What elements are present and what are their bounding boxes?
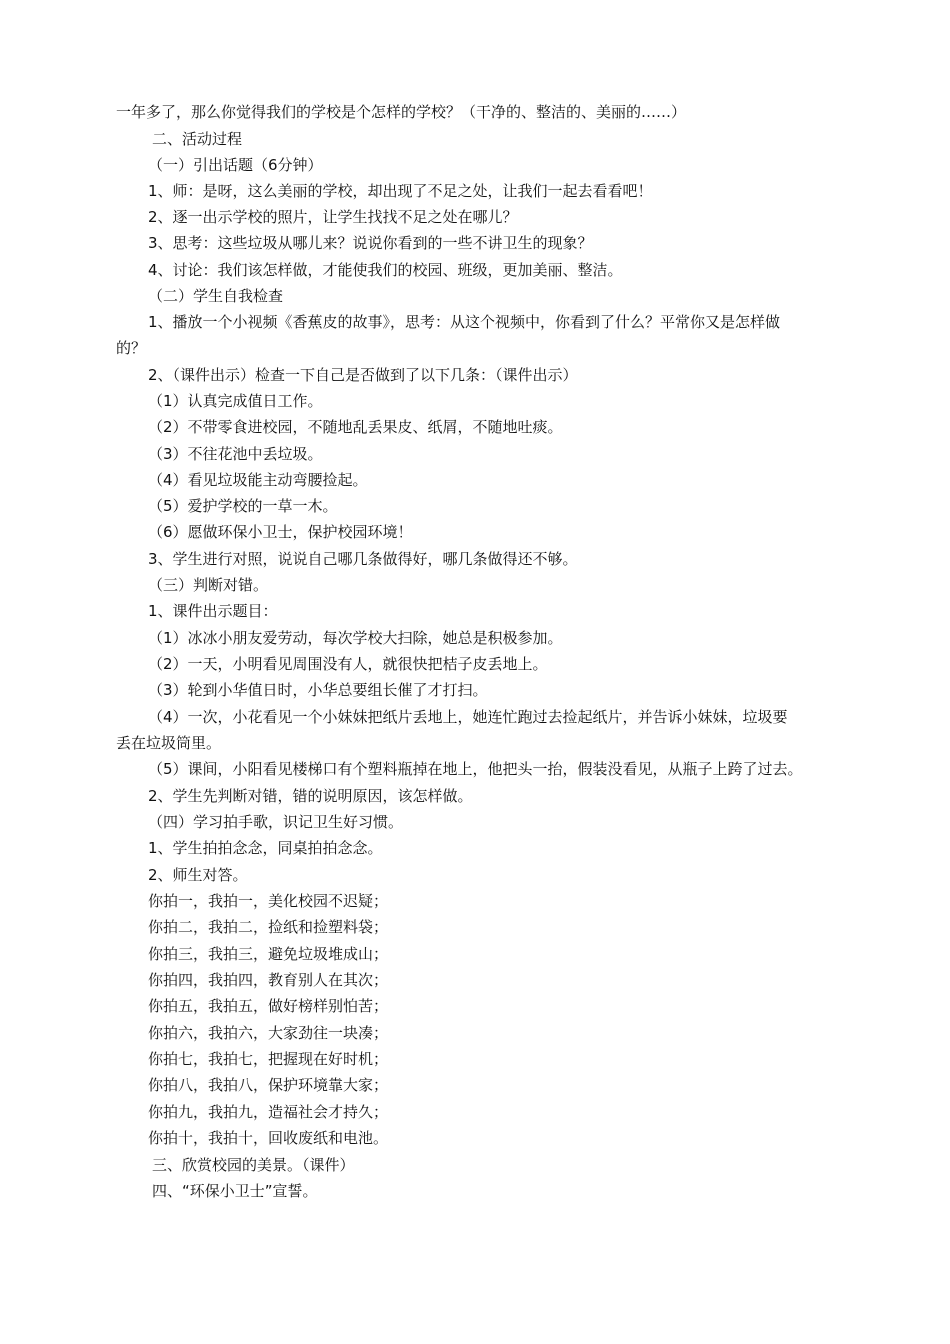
text-line: 2、（课件出示）检查一下自己是否做到了以下几条：（课件出示） [148, 366, 578, 384]
text-line: 1、师：是呀，这么美丽的学校，却出现了不足之处，让我们一起去看看吧！ [148, 182, 653, 200]
subsection-heading: （三）判断对错。 [148, 576, 269, 594]
text-line: 一年多了，那么你觉得我们的学校是个怎样的学校？（干净的、整洁的、美丽的……） [116, 103, 687, 121]
text-line: 3、思考：这些垃圾从哪儿来？说说你看到的一些不讲卫生的现象？ [148, 234, 593, 252]
list-item: （1）认真完成值日工作。 [148, 392, 323, 410]
section-heading: 四、“环保小卫士”宣誓。 [152, 1182, 318, 1200]
list-item: （3）轮到小华值日时，小华总要组长催了才打扫。 [148, 681, 488, 699]
text-line: 1、播放一个小视频《香蕉皮的故事》，思考：从这个视频中，你看到了什么？平常你又是怎样做 [148, 313, 781, 331]
subsection-heading: （一）引出话题（6分钟） [148, 156, 323, 174]
text-line: 1、学生拍拍念念，同桌拍拍念念。 [148, 839, 383, 857]
list-item: （5）爱护学校的一草一木。 [148, 497, 338, 515]
text-line: 丢在垃圾筒里。 [116, 734, 222, 752]
chant-line: 你拍十，我拍十，回收废纸和电池。 [148, 1129, 389, 1147]
text-line: 的？ [116, 339, 147, 357]
list-item: （4）一次，小花看见一个小妹妹把纸片丢地上，她连忙跑过去捡起纸片，并告诉小妹妹，垃圾要 [148, 708, 788, 726]
list-item: （3）不往花池中丢垃圾。 [148, 445, 323, 463]
section-heading: 三、欣赏校园的美景。（课件） [152, 1156, 355, 1174]
list-item: （5）课间，小阳看见楼梯口有个塑料瓶掉在地上，他把头一抬，假装没看见，从瓶子上跨了过去。 [148, 760, 803, 778]
chant-line: 你拍七，我拍七，把握现在好时机； [148, 1050, 389, 1068]
section-heading: 二、活动过程 [152, 130, 243, 148]
list-item: （6）愿做环保小卫士，保护校园环境！ [148, 523, 413, 541]
list-item: （2）一天，小明看见周围没有人，就很快把桔子皮丢地上。 [148, 655, 548, 673]
subsection-heading: （四）学习拍手歌，识记卫生好习惯。 [148, 813, 404, 831]
list-item: （4）看见垃圾能主动弯腰捡起。 [148, 471, 368, 489]
chant-line: 你拍六，我拍六，大家劲往一块凑； [148, 1024, 389, 1042]
chant-line: 你拍九，我拍九，造福社会才持久； [148, 1103, 389, 1121]
chant-line: 你拍一，我拍一，美化校园不迟疑； [148, 892, 389, 910]
chant-line: 你拍二，我拍二，捡纸和捡塑料袋； [148, 918, 389, 936]
list-item: （1）冰冰小朋友爱劳动，每次学校大扫除，她总是积极参加。 [148, 629, 563, 647]
text-line: 1、课件出示题目： [148, 602, 278, 620]
text-line: 3、学生进行对照，说说自己哪几条做得好，哪几条做得还不够。 [148, 550, 578, 568]
text-line: 2、逐一出示学校的照片，让学生找找不足之处在哪儿？ [148, 208, 518, 226]
chant-line: 你拍八，我拍八，保护环境靠大家； [148, 1076, 389, 1094]
text-line: 4、讨论：我们该怎样做，才能使我们的校园、班级，更加美丽、整洁。 [148, 261, 623, 279]
list-item: （2）不带零食进校园，不随地乱丢果皮、纸屑，不随地吐痰。 [148, 418, 563, 436]
chant-line: 你拍四，我拍四，教育别人在其次； [148, 971, 389, 989]
text-line: 2、师生对答。 [148, 866, 248, 884]
text-line: 2、学生先判断对错，错的说明原因，该怎样做。 [148, 787, 473, 805]
subsection-heading: （二）学生自我检查 [148, 287, 284, 305]
chant-line: 你拍五，我拍五，做好榜样别怕苦； [148, 997, 389, 1015]
chant-line: 你拍三，我拍三，避免垃圾堆成山； [148, 945, 389, 963]
